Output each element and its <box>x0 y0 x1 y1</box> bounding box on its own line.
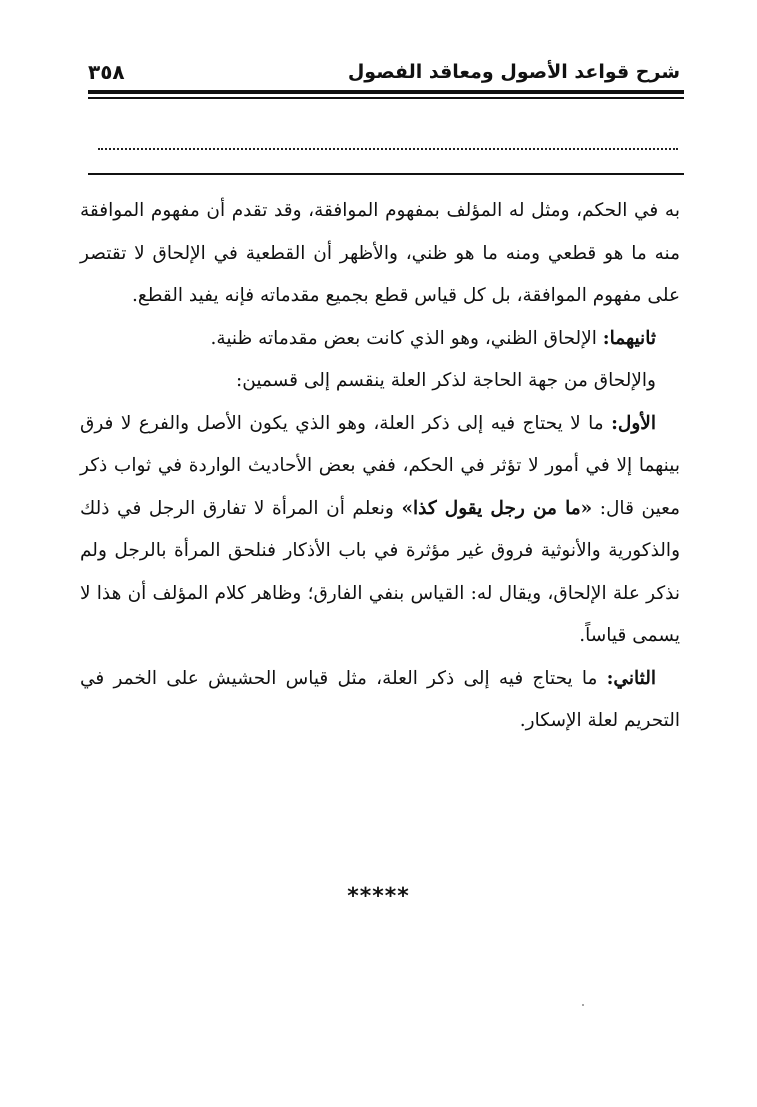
term-first: الأول: <box>611 412 656 434</box>
header-rule-thin <box>88 97 684 99</box>
dotted-separator <box>98 128 678 150</box>
paragraph-3: والإلحاق من جهة الحاجة لذكر العلة ينقسم إلى قسمين: <box>236 370 656 391</box>
paragraph-4 <box>80 403 680 658</box>
header-rule-thick <box>88 90 684 94</box>
term-second-type: ثانيهما: <box>602 327 656 349</box>
paragraph-4-text-b: ونعلم أن المرأة لا تفارق الرجل في ذلك والذكورية والأنوثية فروق غير مؤثرة في باب الأذكار فنلحق المرأة بالرجل ولم نذكر علة الإلحاق، ويقال له: القياس بنفي الفارق؛ وظاهر كلام المؤلف أن هذا لا يسمى قياساً. <box>80 497 680 646</box>
body-text <box>80 190 680 743</box>
paragraph-5-text: ما يحتاج فيه إلى ذكر العلة، مثل قياس الحشيش على الخمر في التحريم لعلة الإسكار. <box>80 667 680 731</box>
paragraph-4-text-a: ما لا يحتاج فيه إلى ذكر العلة، وهو الذي يكون الأصل والفرع لا فرق بينهما إلا في أمور لا تؤثر في الحكم، ففي بعض الأحاديث الواردة في ثواب ذكر معين قال: <box>80 412 680 519</box>
paragraph-2-text: الإلحاق الظني، وهو الذي كانت بعض مقدماته ظنية. <box>210 327 603 349</box>
paragraph-1: به في الحكم، ومثل له المؤلف بمفهوم الموافقة، وقد تقدم أن مفهوم الموافقة منه ما هو قطعي ومنه ما هو ظني، والأظهر أن القطعية في الإلحاق لا تقتصر على مفهوم الموافقة، بل كل قياس قطع بجميع مقدماته فإنه يفيد القطع. <box>80 200 680 306</box>
section-divider <box>88 173 684 175</box>
paragraph-5 <box>80 658 680 743</box>
hadith-quote: «ما من رجل يقول كذا» <box>401 497 593 519</box>
term-second: الثاني: <box>606 667 656 689</box>
scan-speck <box>582 1004 584 1006</box>
page-number: ٣٥٨ <box>88 60 125 84</box>
paragraph-2 <box>80 318 680 361</box>
running-header <box>88 58 680 90</box>
section-end-ornament: ***** <box>347 884 410 909</box>
header-title: شرح قواعد الأصول ومعاقد الفصول <box>347 61 680 83</box>
